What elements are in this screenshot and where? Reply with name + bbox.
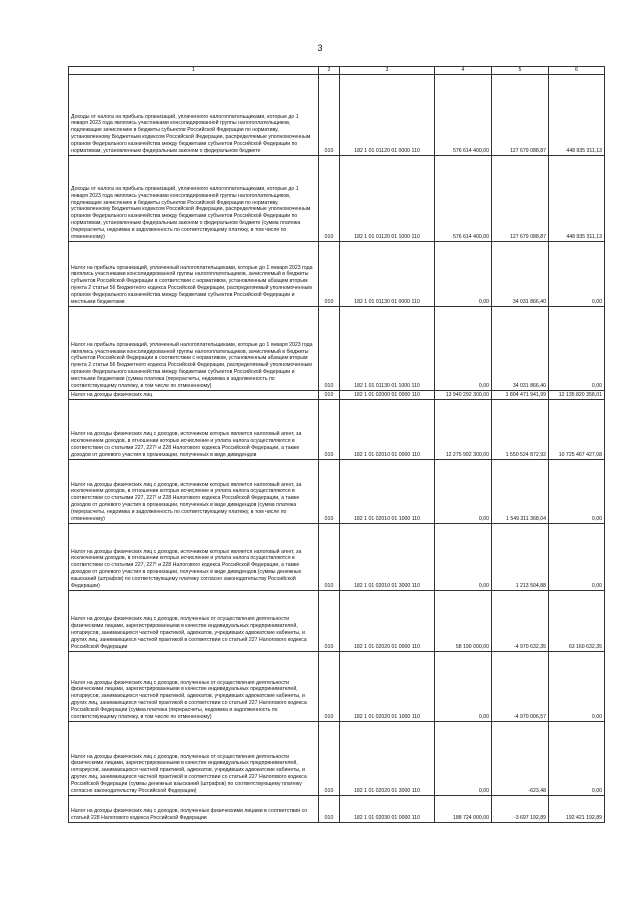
row-unexecuted: 0,00 bbox=[549, 307, 605, 391]
row-executed: 1 550 524 872,92 bbox=[492, 400, 549, 460]
row-budget-code: 182 1 01 01130 01 1000 110 bbox=[340, 307, 435, 391]
row-description: Налог на доходы физических лиц с доходов, источником которых является налоговый агент, за исключением доходов, в отношении которых исчисление и уплата налога осуществляются в соответствии со статьями 227, 227¹ и 228 Налогового кодекса Российской Федерации, а также доходов от долевого участия в организации, полученных в виде дивидендов (сумма платежа (перерасчеты, недоимка и задолженность по соответствующему платежу, в том числе по отмененному) bbox=[69, 460, 319, 524]
column-header-5: 5 bbox=[492, 67, 549, 75]
row-unexecuted: 0,00 bbox=[549, 460, 605, 524]
row-description: Налог на прибыль организаций, уплаченный налогоплательщиками, которые до 1 января 2023 года являлись участниками консолидированной группы налогоплательщиков, зачисляемый в бюджеты субъектов Российской Федерации в соответствии с нормативом, установленным абзацем вторым пункта 2 статьи 56 Бюджетного кодекса Российской Федерации, распределяемый уполномоченным органом Федерального казначейства между бюджетами субъектов Российской Федерации и местными бюджетами bbox=[69, 242, 319, 307]
row-description: Налог на доходы физических лиц с доходов, полученных от осуществления деятельности физическими лицами, зарегистрированными в качестве индивидуальных предпринимателей, нотариусов, занимающихся частной практикой, адвокатов, учредивших адвокатские кабинеты, и других лиц, занимающихся частной практикой в соответствии со статьей 227 Налогового кодекса Российской Федерации bbox=[69, 591, 319, 652]
row-budget-code: 182 1 01 01120 01 1000 110 bbox=[340, 156, 435, 242]
table-row bbox=[69, 156, 605, 242]
row-line-code: 010 bbox=[319, 524, 340, 591]
row-line-code: 010 bbox=[319, 156, 340, 242]
row-executed: -4 970 632,35 bbox=[492, 591, 549, 652]
table-row bbox=[69, 652, 605, 722]
row-approved: 188 724 000,00 bbox=[435, 796, 492, 823]
row-executed: 1 213 504,88 bbox=[492, 524, 549, 591]
row-approved: 0,00 bbox=[435, 722, 492, 796]
table-row bbox=[69, 722, 605, 796]
row-line-code: 010 bbox=[319, 307, 340, 391]
row-executed: 34 031 866,40 bbox=[492, 307, 549, 391]
row-unexecuted: 0,00 bbox=[549, 652, 605, 722]
row-line-code: 010 bbox=[319, 722, 340, 796]
row-approved: 0,00 bbox=[435, 242, 492, 307]
table-row bbox=[69, 307, 605, 391]
row-unexecuted: 12 135 820 358,01 bbox=[549, 391, 605, 400]
row-line-code: 010 bbox=[319, 796, 340, 823]
row-approved: 0,00 bbox=[435, 307, 492, 391]
row-description: Налог на доходы физических лиц bbox=[69, 391, 319, 400]
row-budget-code: 182 1 01 02020 01 1000 110 bbox=[340, 652, 435, 722]
table-row bbox=[69, 460, 605, 524]
row-executed: -3 697 192,89 bbox=[492, 796, 549, 823]
row-executed: 1 549 311 368,04 bbox=[492, 460, 549, 524]
row-executed: 34 031 866,40 bbox=[492, 242, 549, 307]
row-line-code: 010 bbox=[319, 75, 340, 156]
table-row bbox=[69, 524, 605, 591]
row-description: Доходы от налога на прибыль организаций, уплаченного налогоплательщиками, которые до 1 января 2023 года являлись участниками консолидированной группы налогоплательщиков, подлежащие зачислению в бюджеты субъектов Российской Федерации по нормативу, установленному Бюджетным кодексом Российской Федерации, распределяемые уполномоченным органом Федерального казначейства между бюджетами субъектов Российской Федерации по нормативам, установленным федеральным законом о федеральном бюджете (сумма платежа (перерасчеты, недоимка и задолженность по соответствующему платежу, в том числе по отмененному) bbox=[69, 156, 319, 242]
row-approved: 12 275 992 300,00 bbox=[435, 400, 492, 460]
row-unexecuted: 0,00 bbox=[549, 242, 605, 307]
column-number-row bbox=[69, 67, 605, 75]
row-approved: 0,00 bbox=[435, 652, 492, 722]
row-budget-code: 182 1 01 02020 01 3000 110 bbox=[340, 722, 435, 796]
row-budget-code: 182 1 01 02010 01 3000 110 bbox=[340, 524, 435, 591]
row-executed: 127 679 088,87 bbox=[492, 156, 549, 242]
column-header-6: 6 bbox=[549, 67, 605, 75]
table-row bbox=[69, 242, 605, 307]
row-unexecuted: 192 421 192,89 bbox=[549, 796, 605, 823]
row-line-code: 010 bbox=[319, 591, 340, 652]
row-unexecuted: 10 725 467 427,08 bbox=[549, 400, 605, 460]
row-description: Доходы от налога на прибыль организаций, уплаченного налогоплательщиками, которые до 1 января 2023 года являлись участниками консолидированной группы налогоплательщиков, подлежащие зачислению в бюджеты субъектов Российской Федерации по нормативу, установленному Бюджетным кодексом Российской Федерации, распределяемые уполномоченным органом Федерального казначейства между бюджетами субъектов Российской Федерации по нормативам, установленным федеральным законом о федеральном бюджете bbox=[69, 75, 319, 156]
row-budget-code: 182 1 01 02010 01 0000 110 bbox=[340, 400, 435, 460]
row-executed: -623,48 bbox=[492, 722, 549, 796]
row-budget-code: 182 1 01 02010 01 1000 110 bbox=[340, 460, 435, 524]
row-executed: -4 970 006,57 bbox=[492, 652, 549, 722]
row-description: Налог на прибыль организаций, уплаченный налогоплательщиками, которые до 1 января 2023 года являлись участниками консолидированной группы налогоплательщиков, зачисляемый в бюджеты субъектов Российской Федерации в соответствии с нормативом, установленным абзацем вторым пункта 2 статьи 56 Бюджетного кодекса Российской Федерации, распределяемый уполномоченным органом Федерального казначейства между бюджетами субъектов Российской Федерации и местными бюджетами (сумма платежа (перерасчеты, недоимка и задолженность по соответствующему платежу, в том числе по отмененному) bbox=[69, 307, 319, 391]
row-unexecuted: 448 935 311,13 bbox=[549, 75, 605, 156]
row-approved: 576 614 400,00 bbox=[435, 75, 492, 156]
row-unexecuted: 0,00 bbox=[549, 722, 605, 796]
row-description: Налог на доходы физических лиц с доходов, полученных физическими лицами в соответствии со статьей 228 Налогового кодекса Российской Федерации bbox=[69, 796, 319, 823]
table-row bbox=[69, 75, 605, 156]
row-line-code: 010 bbox=[319, 400, 340, 460]
row-line-code: 010 bbox=[319, 460, 340, 524]
column-header-3: 3 bbox=[340, 67, 435, 75]
row-executed: 127 679 088,87 bbox=[492, 75, 549, 156]
row-unexecuted: 63 160 632,35 bbox=[549, 591, 605, 652]
row-approved: 576 614 400,00 bbox=[435, 156, 492, 242]
row-budget-code: 182 1 01 02030 01 0000 110 bbox=[340, 796, 435, 823]
row-budget-code: 182 1 01 01120 01 0000 110 bbox=[340, 75, 435, 156]
row-description: Налог на доходы физических лиц с доходов, источником которых является налоговый агент, за исключением доходов, в отношении которых исчисление и уплата налога осуществляются в соответствии со статьями 227, 227¹ и 228 Налогового кодекса Российской Федерации, а также доходов от долевого участия в организации, полученных в виде дивидендов (суммы денежных взысканий (штрафов) по соответствующему платежу согласно законодательству Российской Федерации) bbox=[69, 524, 319, 591]
column-header-2: 2 bbox=[319, 67, 340, 75]
row-line-code: 010 bbox=[319, 652, 340, 722]
row-budget-code: 182 1 01 01130 01 0000 110 bbox=[340, 242, 435, 307]
column-header-1: 1 bbox=[69, 67, 319, 75]
page-number: 3 bbox=[317, 43, 323, 53]
revenue-report-table bbox=[68, 66, 605, 823]
row-description: Налог на доходы физических лиц с доходов, полученных от осуществления деятельности физическими лицами, зарегистрированными в качестве индивидуальных предпринимателей, нотариусов, занимающихся частной практикой, адвокатов, учредивших адвокатские кабинеты, и других лиц, занимающихся частной практикой в соответствии со статьей 227 Налогового кодекса Российской Федерации (суммы денежных взысканий (штрафов) по соответствующему платежу согласно законодательству Российской Федерации) bbox=[69, 722, 319, 796]
row-approved: 58 190 000,00 bbox=[435, 591, 492, 652]
row-line-code: 010 bbox=[319, 242, 340, 307]
row-budget-code: 182 1 01 02020 01 0000 110 bbox=[340, 591, 435, 652]
row-approved: 0,00 bbox=[435, 460, 492, 524]
table-row bbox=[69, 391, 605, 400]
row-approved: 0,00 bbox=[435, 524, 492, 591]
row-executed: 1 804 471 941,99 bbox=[492, 391, 549, 400]
row-budget-code: 182 1 01 02000 01 0000 110 bbox=[340, 391, 435, 400]
row-unexecuted: 0,00 bbox=[549, 524, 605, 591]
row-unexecuted: 448 935 311,13 bbox=[549, 156, 605, 242]
row-description: Налог на доходы физических лиц с доходов, источником которых является налоговый агент, за исключением доходов, в отношении которых исчисление и уплата налога осуществляются в соответствии со статьями 227, 227¹ и 228 Налогового кодекса Российской Федерации, а также доходов от долевого участия в организации, полученных в виде дивидендов bbox=[69, 400, 319, 460]
column-header-4: 4 bbox=[435, 67, 492, 75]
row-line-code: 010 bbox=[319, 391, 340, 400]
table-row bbox=[69, 591, 605, 652]
table-row bbox=[69, 400, 605, 460]
row-approved: 13 940 292 300,00 bbox=[435, 391, 492, 400]
row-description: Налог на доходы физических лиц с доходов, полученных от осуществления деятельности физическими лицами, зарегистрированными в качестве индивидуальных предпринимателей, нотариусов, занимающихся частной практикой, адвокатов, учредивших адвокатские кабинеты, и других лиц, занимающихся частной практикой в соответствии со статьей 227 Налогового кодекса Российской Федерации (сумма платежа (перерасчеты, недоимка и задолженность по соответствующему платежу, в том числе по отмененному) bbox=[69, 652, 319, 722]
table-row bbox=[69, 796, 605, 823]
